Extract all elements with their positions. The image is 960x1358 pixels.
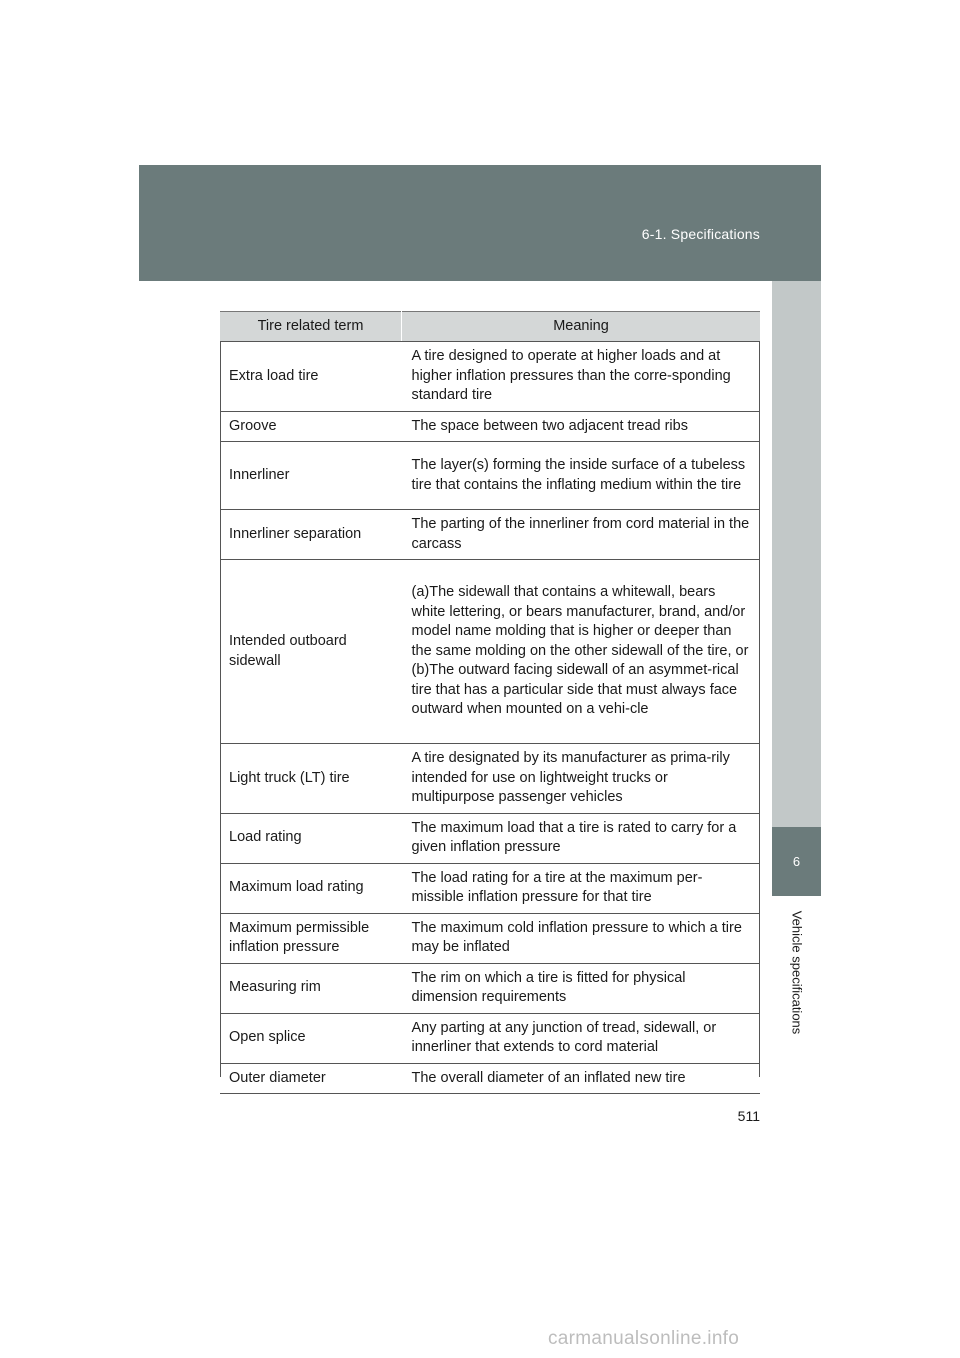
- term-cell: Intended outboard sidewall: [220, 560, 402, 744]
- meaning-cell: The maximum cold inflation pressure to which a tire may be inflated: [402, 913, 761, 963]
- chapter-number-tab[interactable]: [772, 827, 821, 896]
- table-row: [220, 744, 760, 814]
- table-row: [220, 1063, 760, 1094]
- term-cell: Maximum permissible inflation pressure: [220, 913, 402, 963]
- column-header-meaning: Meaning: [402, 312, 761, 342]
- table-row: [220, 411, 760, 442]
- meaning-cell: (a)The sidewall that contains a whitewall, bears white lettering, or bears manufacturer, brand, and/or model name molding that is higher or deeper than the same molding on the other sidewall of the tire, or (b)The outward facing sidewall of an asymmet-rical tire that has a particular side that must always face outward when mounted on a vehi-cle: [402, 560, 761, 744]
- meaning-cell: Any parting at any junction of tread, sidewall, or innerliner that extends to cord material: [402, 1013, 761, 1063]
- meaning-cell: A tire designed to operate at higher loads and at higher inflation pressures than the corre-sponding standard tire: [402, 342, 761, 412]
- meaning-cell: The parting of the innerliner from cord material in the carcass: [402, 510, 761, 560]
- table-row: [220, 813, 760, 863]
- chapter-label-tab: [772, 896, 821, 1048]
- term-cell: Groove: [220, 411, 402, 442]
- term-cell: Measuring rim: [220, 963, 402, 1013]
- table-row: [220, 913, 760, 963]
- table-header-row: [220, 312, 760, 342]
- header-band: [139, 165, 821, 281]
- table-row: [220, 963, 760, 1013]
- term-cell: Extra load tire: [220, 342, 402, 412]
- term-cell: Open splice: [220, 1013, 402, 1063]
- table-row: [220, 342, 760, 412]
- term-cell: Load rating: [220, 813, 402, 863]
- meaning-cell: The overall diameter of an inflated new tire: [402, 1063, 761, 1094]
- side-tab-background: [772, 281, 821, 827]
- term-cell: Outer diameter: [220, 1063, 402, 1094]
- column-header-term: Tire related term: [220, 312, 402, 342]
- table-row: [220, 442, 760, 510]
- term-cell: Innerliner: [220, 442, 402, 510]
- term-cell: Maximum load rating: [220, 863, 402, 913]
- chapter-title: Vehicle specifications: [789, 910, 805, 1034]
- meaning-cell: The maximum load that a tire is rated to carry for a given inflation pressure: [402, 813, 761, 863]
- meaning-cell: The rim on which a tire is fitted for physical dimension requirements: [402, 963, 761, 1013]
- tire-terms-table: [220, 311, 760, 1094]
- table-row: [220, 560, 760, 744]
- table-row: [220, 863, 760, 913]
- section-title: 6-1. Specifications: [641, 226, 760, 242]
- table-row: [220, 510, 760, 560]
- meaning-cell: A tire designated by its manufacturer as prima-rily intended for use on lightweight trucks or multipurpose passenger vehicles: [402, 744, 761, 814]
- meaning-cell: The layer(s) forming the inside surface of a tubeless tire that contains the inflating medium within the tire: [402, 442, 761, 510]
- term-cell: Light truck (LT) tire: [220, 744, 402, 814]
- page-number: 511: [737, 1108, 760, 1124]
- term-cell: Innerliner separation: [220, 510, 402, 560]
- chapter-number: 6: [792, 854, 801, 869]
- watermark: carmanualsonline.info: [548, 1328, 740, 1349]
- meaning-cell: The load rating for a tire at the maximum per-missible inflation pressure for that tire: [402, 863, 761, 913]
- table-row: [220, 1013, 760, 1063]
- meaning-cell: The space between two adjacent tread ribs: [402, 411, 761, 442]
